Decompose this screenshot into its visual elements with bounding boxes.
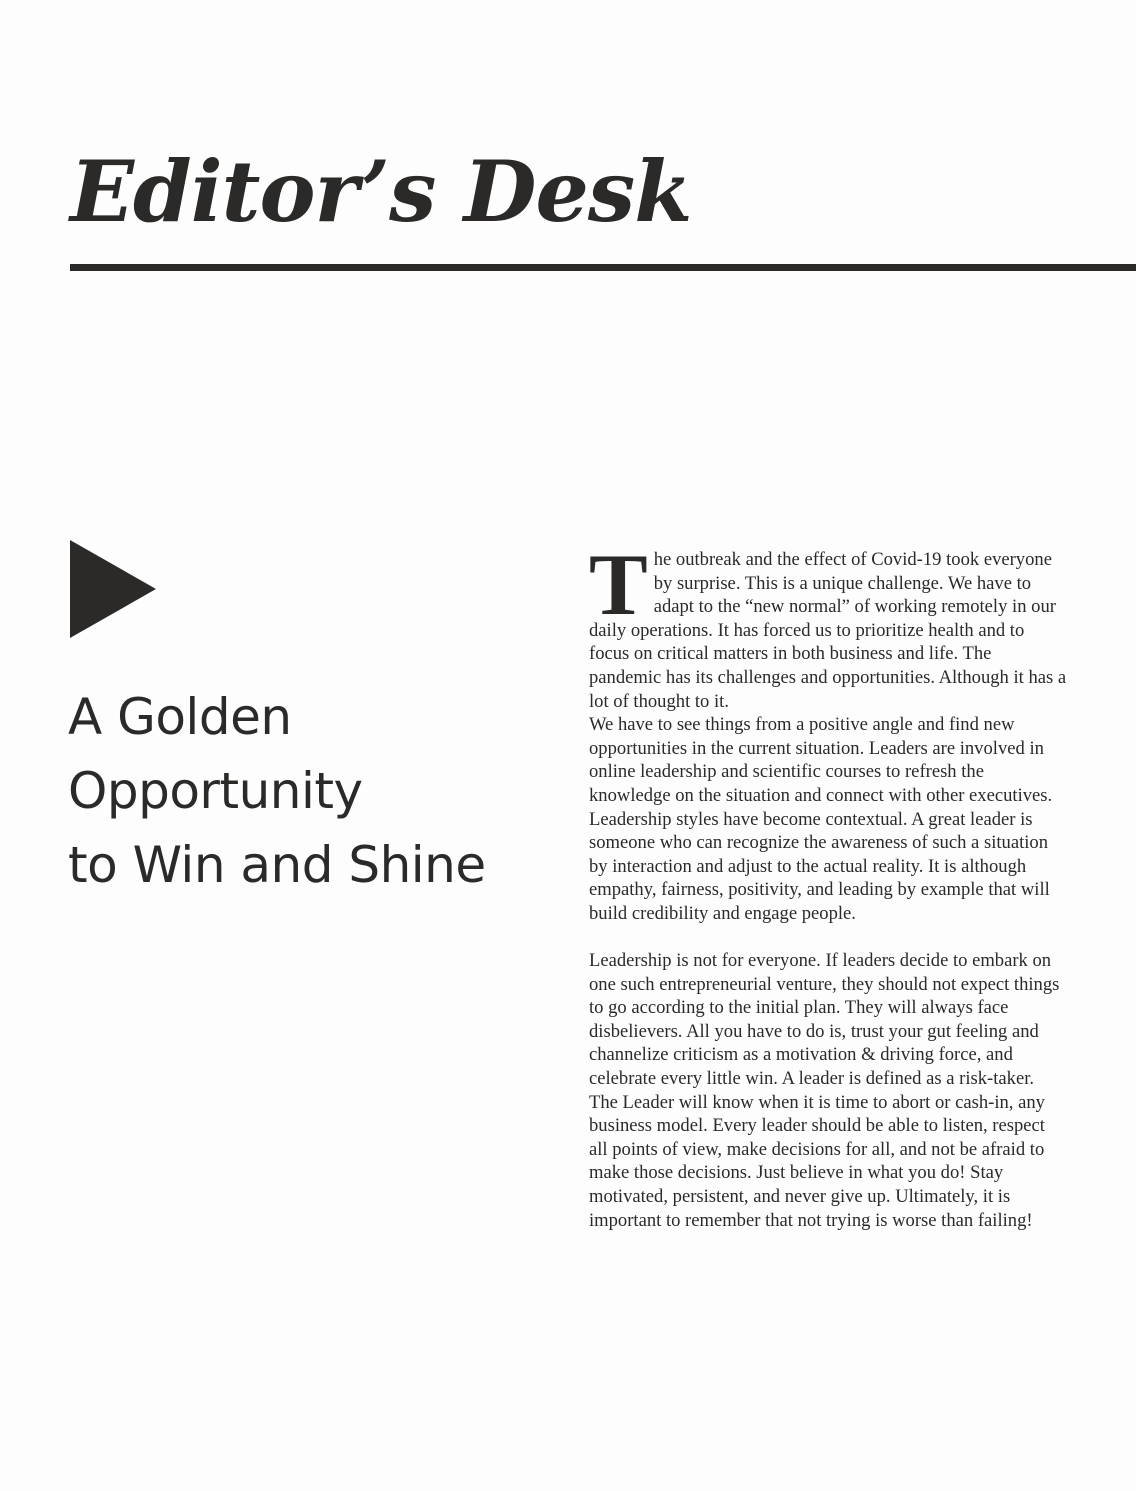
headline-line-1: A Golden [68,688,292,746]
paragraph-2-text: We have to see things from a positive angle and find new opportunities in the current situation. Leaders are involved in online leadership and scientific courses to refresh the knowledge on the situation and connect with other executives. Leadership styles have become contextual. A great leader is someone who can recognize the awareness of such a situation by interaction and adjust to the actual reality. It is although empathy, fairness, positivity, and leading by example that will build credibility and engage people. [589,714,1053,924]
paragraph-1-text: he outbreak and the effect of Covid-19 took everyone by surprise. This is a unique challenge. We have to adapt to the “new normal” of working remotely in our daily operations. It has forced us to prioritize health and to focus on critical matters in both business and life. The pandemic has its challenges and opportunities. Although it has a lot of thought to it. [589,549,1067,712]
title-underline-rule [70,264,1136,271]
feature-headline [68,680,548,902]
headline-line-3: to Win and Shine [68,836,486,894]
play-triangle-icon [70,540,156,638]
article-paragraph-3: Leadership is not for everyone. If leaders decide to embark on one such entrepreneurial venture, they should not expect things to go according to the initial plan. They will always face disbelievers. All you have to do is, trust your gut feeling and channelize criticism as a motivation & driving force, and celebrate every little win. A leader is defined as a risk-taker. The Leader will know when it is time to abort or cash-in, any business model. Every leader should be able to listen, respect all points of view, make decisions for all, and not be afraid to make those decisions. Just believe in what you do! Stay motivated, persistent, and never give up. Ultimately, it is important to remember that not trying is worse than failing! [589,950,1060,1231]
page-title: Editor’s Desk [70,142,692,241]
drop-cap: T [589,537,648,634]
article-body [589,537,1067,1232]
article-paragraph-1 [589,537,1067,926]
headline-line-2: Opportunity [68,762,363,820]
